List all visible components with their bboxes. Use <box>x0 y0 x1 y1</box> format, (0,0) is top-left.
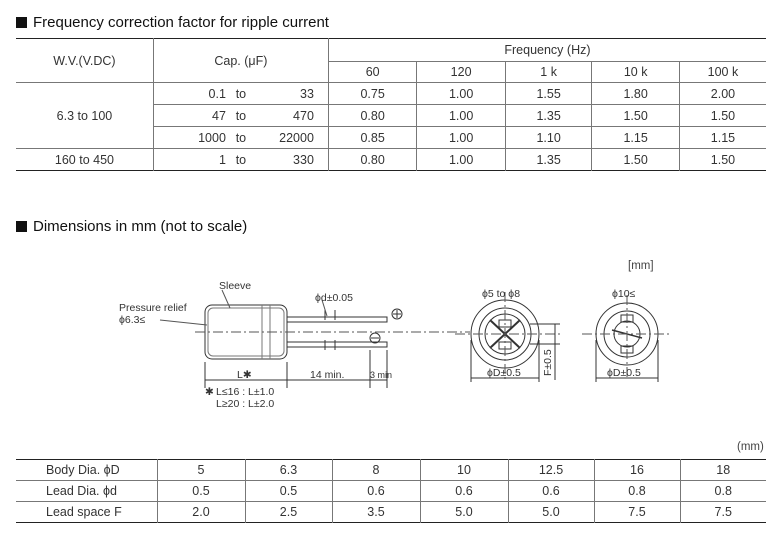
cap-to-word: to <box>235 108 247 123</box>
dim-cell: 12.5 <box>508 460 594 481</box>
cap-from: 47 <box>212 108 226 123</box>
cap-to: 22000 <box>279 130 314 145</box>
factor-cell: 1.10 <box>505 127 592 149</box>
dims-table-unit: (mm) <box>737 441 764 453</box>
table-row <box>16 83 766 105</box>
dim-cell: 5.0 <box>508 502 594 523</box>
factor-cell: 1.35 <box>505 149 592 171</box>
row-label: Lead space F <box>16 502 157 523</box>
factor-cell: 1.00 <box>417 105 505 127</box>
dim-cell: 2.0 <box>157 502 245 523</box>
lead-dia-label: ϕd±0.05 <box>315 292 353 304</box>
header-freq: 60 <box>328 62 416 83</box>
dimensions-table <box>16 459 766 523</box>
front-large-top-label: ϕ10≤ <box>612 288 636 300</box>
dim-cell: 0.6 <box>508 481 594 502</box>
dim-cell: 2.5 <box>245 502 332 523</box>
factor-cell: 1.00 <box>417 149 505 171</box>
square-bullet-icon <box>16 17 27 28</box>
cap-to-word: to <box>235 152 247 167</box>
dim-cell: 5 <box>157 460 245 481</box>
header-cap: Cap. (μF) <box>153 39 328 83</box>
cap-from: 1000 <box>198 130 226 145</box>
dim-cell: 7.5 <box>594 502 680 523</box>
row-label: Body Dia. ϕD <box>16 460 157 481</box>
factor-cell: 1.50 <box>592 105 680 127</box>
ripple-correction-table <box>16 38 766 171</box>
front-large-bottom-label: ϕD±0.5 <box>607 367 641 379</box>
dim-cell: 7.5 <box>680 502 766 523</box>
dim-cell: 10 <box>420 460 508 481</box>
header-wv: W.V.(V.DC) <box>16 39 153 83</box>
wv-cell: 6.3 to 100 <box>16 83 153 149</box>
header-freq: 10 k <box>592 62 680 83</box>
square-bullet-icon <box>16 221 27 232</box>
dim-cell: 6.3 <box>245 460 332 481</box>
dim-cell: 0.5 <box>245 481 332 502</box>
dimensions-section-title: Dimensions in mm (not to scale) <box>16 218 247 235</box>
factor-cell: 1.35 <box>505 105 592 127</box>
factor-cell: 1.00 <box>417 127 505 149</box>
dim-cell: 5.0 <box>420 502 508 523</box>
factor-cell: 0.80 <box>328 105 416 127</box>
lead-min14-label: 14 min. <box>310 369 345 381</box>
factor-cell: 0.80 <box>328 149 416 171</box>
table-row <box>16 502 766 523</box>
length-note-2: L≥20 : L±2.0 <box>216 398 275 410</box>
cap-to-word: to <box>235 130 247 145</box>
sleeve-label: Sleeve <box>219 280 252 292</box>
lead-min3-label: 3 min <box>370 370 393 380</box>
front-small-top-label: ϕ5 to ϕ8 <box>482 288 521 300</box>
dim-cell: 0.6 <box>332 481 420 502</box>
lead-space-label: F±0.5 <box>542 349 554 376</box>
header-freq: 100 k <box>679 62 766 83</box>
header-freq: 1 k <box>505 62 592 83</box>
dim-cell: 0.6 <box>420 481 508 502</box>
drawing-unit-label: [mm] <box>628 260 654 272</box>
wv-cell: 160 to 450 <box>16 149 153 171</box>
factor-cell: 1.50 <box>679 105 766 127</box>
length-note-1: L≤16 : L±1.0 <box>216 386 275 398</box>
factor-cell: 1.15 <box>679 127 766 149</box>
dim-cell: 8 <box>332 460 420 481</box>
pressure-relief-label: Pressure relief <box>119 302 187 314</box>
capacitor-dimension-drawing <box>0 270 780 420</box>
front-small-bottom-label: ϕD±0.5 <box>487 367 521 379</box>
table-row <box>16 149 766 171</box>
pressure-relief-dia-label: ϕ6.3≤ <box>119 314 146 326</box>
cap-to-word: to <box>235 86 247 101</box>
cap-from: 1 <box>218 152 226 167</box>
dim-cell: 0.8 <box>594 481 680 502</box>
factor-cell: 1.15 <box>592 127 680 149</box>
factor-cell: 1.80 <box>592 83 680 105</box>
factor-cell: 1.50 <box>592 149 680 171</box>
cap-to: 330 <box>293 152 314 167</box>
row-label: Lead Dia. ϕd <box>16 481 157 502</box>
ripple-section-title: Frequency correction factor for ripple current <box>16 14 329 31</box>
factor-cell: 2.00 <box>679 83 766 105</box>
factor-cell: 0.85 <box>328 127 416 149</box>
cap-from: 0.1 <box>208 86 226 101</box>
note-star: ✱ <box>205 386 214 398</box>
table-row <box>16 481 766 502</box>
length-label: L✱ <box>237 369 252 381</box>
dim-cell: 3.5 <box>332 502 420 523</box>
table-row <box>16 460 766 481</box>
cap-to: 33 <box>300 86 314 101</box>
dim-cell: 16 <box>594 460 680 481</box>
factor-cell: 1.50 <box>679 149 766 171</box>
header-frequency: Frequency (Hz) <box>328 39 766 62</box>
factor-cell: 1.00 <box>417 83 505 105</box>
dim-cell: 0.5 <box>157 481 245 502</box>
dim-cell: 18 <box>680 460 766 481</box>
header-freq: 120 <box>417 62 505 83</box>
factor-cell: 0.75 <box>328 83 416 105</box>
factor-cell: 1.55 <box>505 83 592 105</box>
cap-to: 470 <box>293 108 314 123</box>
dim-cell: 0.8 <box>680 481 766 502</box>
